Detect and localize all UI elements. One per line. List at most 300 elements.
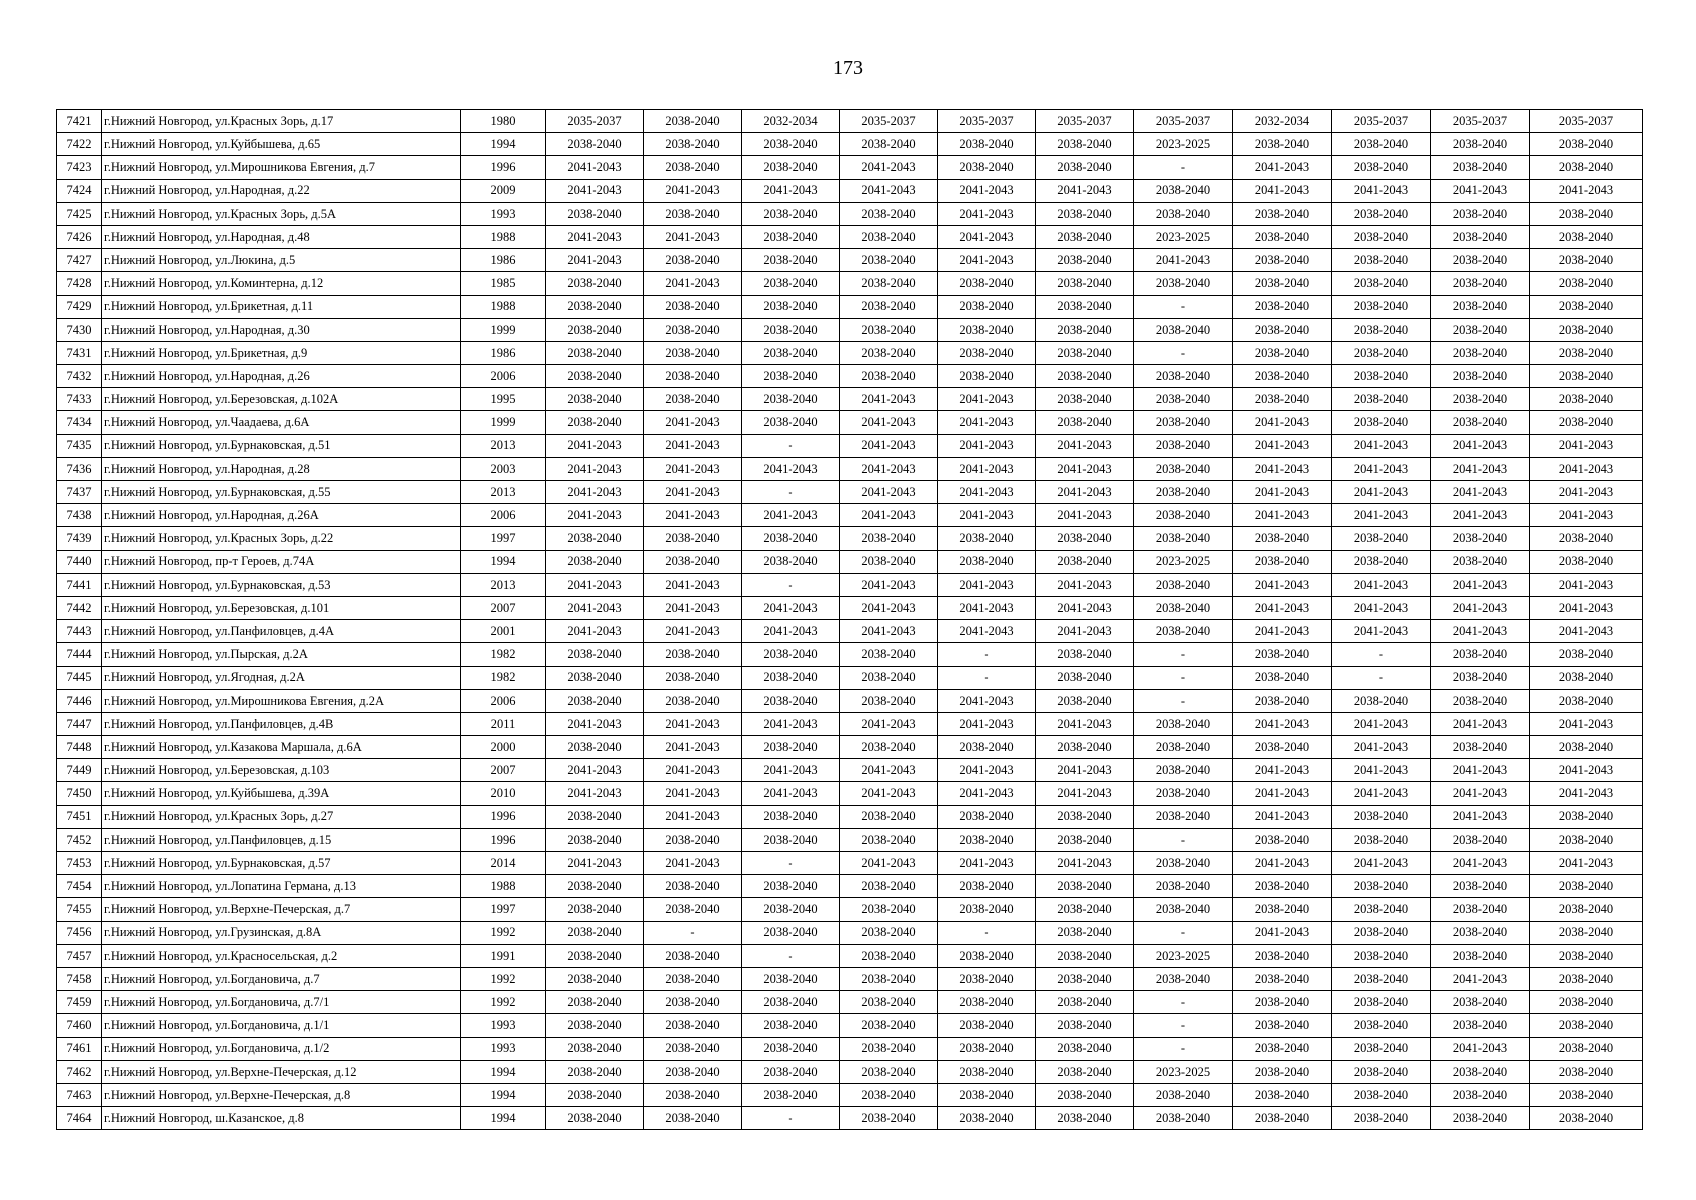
row-number-cell: 7444	[57, 643, 102, 666]
period-cell-8: 2038-2040	[1233, 1107, 1332, 1130]
row-number-cell: 7426	[57, 225, 102, 248]
year-cell: 1997	[461, 898, 546, 921]
period-cell-10: 2038-2040	[1431, 249, 1530, 272]
period-cell-11: 2038-2040	[1530, 318, 1643, 341]
period-cell-8: 2041-2043	[1233, 411, 1332, 434]
year-cell: 1992	[461, 921, 546, 944]
period-cell-5: 2038-2040	[938, 1083, 1036, 1106]
period-cell-9: 2038-2040	[1332, 991, 1431, 1014]
address-cell: г.Нижний Новгород, ул.Верхне-Печерская, д.7	[102, 898, 461, 921]
row-number-cell: 7450	[57, 782, 102, 805]
period-cell-8: 2038-2040	[1233, 388, 1332, 411]
period-cell-6: 2038-2040	[1036, 295, 1134, 318]
period-cell-9: 2038-2040	[1332, 1037, 1431, 1060]
table-row	[57, 875, 1643, 898]
period-cell-5: 2041-2043	[938, 573, 1036, 596]
period-cell-8: 2038-2040	[1233, 202, 1332, 225]
period-cell-7: 2038-2040	[1134, 527, 1233, 550]
period-cell-9: 2041-2043	[1332, 481, 1431, 504]
table-row	[57, 457, 1643, 480]
period-cell-3: 2038-2040	[742, 828, 840, 851]
year-cell: 2014	[461, 852, 546, 875]
period-cell-7: 2038-2040	[1134, 967, 1233, 990]
period-cell-5: 2041-2043	[938, 596, 1036, 619]
period-cell-7: 2038-2040	[1134, 712, 1233, 735]
table-row	[57, 689, 1643, 712]
period-cell-8: 2038-2040	[1233, 991, 1332, 1014]
period-cell-5: 2041-2043	[938, 249, 1036, 272]
row-number-cell: 7439	[57, 527, 102, 550]
year-cell: 1982	[461, 643, 546, 666]
period-cell-6: 2038-2040	[1036, 156, 1134, 179]
period-cell-7: 2038-2040	[1134, 481, 1233, 504]
period-cell-7: 2038-2040	[1134, 504, 1233, 527]
row-number-cell: 7458	[57, 967, 102, 990]
period-cell-1: 2038-2040	[546, 318, 644, 341]
period-cell-11: 2038-2040	[1530, 388, 1643, 411]
table-row	[57, 852, 1643, 875]
row-number-cell: 7457	[57, 944, 102, 967]
period-cell-10: 2038-2040	[1431, 875, 1530, 898]
period-cell-7: 2038-2040	[1134, 411, 1233, 434]
period-cell-9: 2038-2040	[1332, 527, 1431, 550]
period-cell-6: 2041-2043	[1036, 852, 1134, 875]
period-cell-11: 2041-2043	[1530, 620, 1643, 643]
period-cell-7: 2038-2040	[1134, 573, 1233, 596]
address-cell: г.Нижний Новгород, ул.Ягодная, д.2А	[102, 666, 461, 689]
period-cell-1: 2038-2040	[546, 991, 644, 1014]
period-cell-10: 2041-2043	[1431, 782, 1530, 805]
table-row	[57, 504, 1643, 527]
table-body	[57, 110, 1643, 1130]
period-cell-7: -	[1134, 921, 1233, 944]
period-cell-10: 2035-2037	[1431, 110, 1530, 133]
table-row	[57, 388, 1643, 411]
period-cell-11: 2041-2043	[1530, 759, 1643, 782]
period-cell-8: 2038-2040	[1233, 1060, 1332, 1083]
period-cell-4: 2038-2040	[840, 133, 938, 156]
period-cell-2: 2038-2040	[644, 388, 742, 411]
period-cell-4: 2038-2040	[840, 1037, 938, 1060]
period-cell-2: 2038-2040	[644, 967, 742, 990]
table-row	[57, 1037, 1643, 1060]
period-cell-5: 2041-2043	[938, 388, 1036, 411]
period-cell-1: 2041-2043	[546, 179, 644, 202]
table-row	[57, 481, 1643, 504]
year-cell: 1986	[461, 341, 546, 364]
address-cell: г.Нижний Новгород, ул.Красных Зорь, д.22	[102, 527, 461, 550]
period-cell-4: 2041-2043	[840, 179, 938, 202]
period-cell-6: 2038-2040	[1036, 272, 1134, 295]
period-cell-3: 2041-2043	[742, 620, 840, 643]
period-cell-11: 2038-2040	[1530, 365, 1643, 388]
period-cell-4: 2038-2040	[840, 1083, 938, 1106]
period-cell-6: 2038-2040	[1036, 944, 1134, 967]
period-cell-10: 2041-2043	[1431, 712, 1530, 735]
address-cell: г.Нижний Новгород, ул.Березовская, д.101	[102, 596, 461, 619]
period-cell-9: 2041-2043	[1332, 736, 1431, 759]
period-cell-3: 2038-2040	[742, 411, 840, 434]
year-cell: 1996	[461, 156, 546, 179]
period-cell-8: 2038-2040	[1233, 666, 1332, 689]
period-cell-5: 2041-2043	[938, 457, 1036, 480]
period-cell-1: 2041-2043	[546, 457, 644, 480]
period-cell-1: 2038-2040	[546, 133, 644, 156]
period-cell-7: 2035-2037	[1134, 110, 1233, 133]
year-cell: 2009	[461, 179, 546, 202]
period-cell-7: 2038-2040	[1134, 759, 1233, 782]
period-cell-9: -	[1332, 643, 1431, 666]
period-cell-11: 2041-2043	[1530, 457, 1643, 480]
period-cell-6: 2038-2040	[1036, 1060, 1134, 1083]
period-cell-4: 2038-2040	[840, 1107, 938, 1130]
period-cell-2: 2038-2040	[644, 341, 742, 364]
address-cell: г.Нижний Новгород, ул.Брикетная, д.9	[102, 341, 461, 364]
row-number-cell: 7429	[57, 295, 102, 318]
period-cell-2: 2038-2040	[644, 550, 742, 573]
year-cell: 2013	[461, 434, 546, 457]
period-cell-1: 2038-2040	[546, 967, 644, 990]
address-cell: г.Нижний Новгород, ул.Куйбышева, д.39А	[102, 782, 461, 805]
period-cell-1: 2041-2043	[546, 481, 644, 504]
year-cell: 1993	[461, 202, 546, 225]
table-row	[57, 573, 1643, 596]
period-cell-11: 2041-2043	[1530, 481, 1643, 504]
address-cell: г.Нижний Новгород, ул.Бурнаковская, д.57	[102, 852, 461, 875]
period-cell-10: 2038-2040	[1431, 991, 1530, 1014]
row-number-cell: 7446	[57, 689, 102, 712]
address-cell: г.Нижний Новгород, ул.Пырская, д.2А	[102, 643, 461, 666]
period-cell-7: -	[1134, 1014, 1233, 1037]
address-cell: г.Нижний Новгород, ул.Панфиловцев, д.15	[102, 828, 461, 851]
period-cell-11: 2041-2043	[1530, 504, 1643, 527]
period-cell-6: 2038-2040	[1036, 388, 1134, 411]
address-cell: г.Нижний Новгород, ул.Куйбышева, д.65	[102, 133, 461, 156]
address-cell: г.Нижний Новгород, ул.Бурнаковская, д.51	[102, 434, 461, 457]
period-cell-8: 2038-2040	[1233, 828, 1332, 851]
period-cell-7: -	[1134, 156, 1233, 179]
period-cell-11: 2041-2043	[1530, 852, 1643, 875]
period-cell-11: 2038-2040	[1530, 828, 1643, 851]
period-cell-11: 2038-2040	[1530, 1060, 1643, 1083]
year-cell: 1993	[461, 1037, 546, 1060]
period-cell-3: 2038-2040	[742, 805, 840, 828]
year-cell: 1993	[461, 1014, 546, 1037]
period-cell-2: 2038-2040	[644, 875, 742, 898]
period-cell-5: 2041-2043	[938, 481, 1036, 504]
table-row	[57, 249, 1643, 272]
period-cell-2: 2038-2040	[644, 666, 742, 689]
period-cell-10: 2038-2040	[1431, 272, 1530, 295]
row-number-cell: 7448	[57, 736, 102, 759]
year-cell: 1996	[461, 828, 546, 851]
period-cell-2: 2038-2040	[644, 365, 742, 388]
period-cell-5: 2038-2040	[938, 156, 1036, 179]
period-cell-8: 2038-2040	[1233, 1037, 1332, 1060]
period-cell-6: 2038-2040	[1036, 921, 1134, 944]
table-row	[57, 1014, 1643, 1037]
period-cell-3: 2038-2040	[742, 898, 840, 921]
period-cell-4: 2038-2040	[840, 550, 938, 573]
year-cell: 2013	[461, 573, 546, 596]
period-cell-3: 2041-2043	[742, 596, 840, 619]
period-cell-8: 2041-2043	[1233, 782, 1332, 805]
period-cell-3: 2038-2040	[742, 365, 840, 388]
period-cell-10: 2038-2040	[1431, 411, 1530, 434]
address-cell: г.Нижний Новгород, ул.Бурнаковская, д.55	[102, 481, 461, 504]
period-cell-4: 2038-2040	[840, 202, 938, 225]
period-cell-11: 2038-2040	[1530, 341, 1643, 364]
period-cell-1: 2041-2043	[546, 249, 644, 272]
period-cell-6: 2038-2040	[1036, 341, 1134, 364]
table-row	[57, 596, 1643, 619]
period-cell-10: 2038-2040	[1431, 341, 1530, 364]
period-cell-10: 2038-2040	[1431, 133, 1530, 156]
period-cell-1: 2038-2040	[546, 643, 644, 666]
period-cell-5: 2041-2043	[938, 225, 1036, 248]
period-cell-2: 2038-2040	[644, 1014, 742, 1037]
period-cell-5: 2038-2040	[938, 828, 1036, 851]
period-cell-6: 2041-2043	[1036, 620, 1134, 643]
table-row	[57, 411, 1643, 434]
period-cell-4: 2038-2040	[840, 1060, 938, 1083]
period-cell-4: 2041-2043	[840, 596, 938, 619]
period-cell-3: 2038-2040	[742, 527, 840, 550]
table-row	[57, 295, 1643, 318]
period-cell-3: -	[742, 481, 840, 504]
period-cell-4: 2041-2043	[840, 759, 938, 782]
period-cell-8: 2041-2043	[1233, 759, 1332, 782]
row-number-cell: 7428	[57, 272, 102, 295]
period-cell-7: -	[1134, 689, 1233, 712]
period-cell-2: 2041-2043	[644, 852, 742, 875]
row-number-cell: 7438	[57, 504, 102, 527]
period-cell-2: 2038-2040	[644, 1037, 742, 1060]
period-cell-3: 2041-2043	[742, 759, 840, 782]
period-cell-9: 2038-2040	[1332, 365, 1431, 388]
period-cell-6: 2038-2040	[1036, 898, 1134, 921]
period-cell-7: 2038-2040	[1134, 457, 1233, 480]
period-cell-4: 2038-2040	[840, 272, 938, 295]
period-cell-8: 2038-2040	[1233, 898, 1332, 921]
period-cell-5: 2041-2043	[938, 759, 1036, 782]
table-row	[57, 666, 1643, 689]
period-cell-5: 2038-2040	[938, 898, 1036, 921]
period-cell-5: -	[938, 921, 1036, 944]
period-cell-5: 2038-2040	[938, 1014, 1036, 1037]
period-cell-8: 2041-2043	[1233, 805, 1332, 828]
period-cell-1: 2041-2043	[546, 225, 644, 248]
table-row	[57, 967, 1643, 990]
table-row	[57, 620, 1643, 643]
period-cell-9: 2041-2043	[1332, 504, 1431, 527]
period-cell-1: 2038-2040	[546, 411, 644, 434]
period-cell-1: 2038-2040	[546, 1107, 644, 1130]
address-cell: г.Нижний Новгород, ул.Красных Зорь, д.17	[102, 110, 461, 133]
period-cell-9: 2038-2040	[1332, 318, 1431, 341]
period-cell-7: -	[1134, 666, 1233, 689]
address-cell: г.Нижний Новгород, ул.Верхне-Печерская, д.8	[102, 1083, 461, 1106]
row-number-cell: 7449	[57, 759, 102, 782]
period-cell-10: 2038-2040	[1431, 1014, 1530, 1037]
address-cell: г.Нижний Новгород, ул.Народная, д.30	[102, 318, 461, 341]
period-cell-3: 2038-2040	[742, 388, 840, 411]
table-row	[57, 318, 1643, 341]
period-cell-9: 2035-2037	[1332, 110, 1431, 133]
period-cell-4: 2038-2040	[840, 944, 938, 967]
period-cell-9: 2038-2040	[1332, 875, 1431, 898]
row-number-cell: 7421	[57, 110, 102, 133]
period-cell-8: 2041-2043	[1233, 434, 1332, 457]
period-cell-1: 2038-2040	[546, 388, 644, 411]
period-cell-4: 2041-2043	[840, 481, 938, 504]
period-cell-1: 2041-2043	[546, 596, 644, 619]
period-cell-5: 2038-2040	[938, 875, 1036, 898]
period-cell-1: 2035-2037	[546, 110, 644, 133]
table-row	[57, 179, 1643, 202]
period-cell-11: 2038-2040	[1530, 1083, 1643, 1106]
period-cell-9: 2038-2040	[1332, 898, 1431, 921]
period-cell-10: 2041-2043	[1431, 179, 1530, 202]
row-number-cell: 7440	[57, 550, 102, 573]
period-cell-11: 2038-2040	[1530, 1014, 1643, 1037]
period-cell-4: 2041-2043	[840, 156, 938, 179]
row-number-cell: 7443	[57, 620, 102, 643]
period-cell-11: 2038-2040	[1530, 921, 1643, 944]
period-cell-9: 2041-2043	[1332, 852, 1431, 875]
period-cell-3: 2038-2040	[742, 1083, 840, 1106]
period-cell-10: 2041-2043	[1431, 759, 1530, 782]
year-cell: 1986	[461, 249, 546, 272]
period-cell-3: 2041-2043	[742, 782, 840, 805]
table-row	[57, 1107, 1643, 1130]
period-cell-5: 2038-2040	[938, 295, 1036, 318]
row-number-cell: 7437	[57, 481, 102, 504]
period-cell-5: 2038-2040	[938, 1107, 1036, 1130]
address-cell: г.Нижний Новгород, ул.Народная, д.22	[102, 179, 461, 202]
period-cell-6: 2038-2040	[1036, 805, 1134, 828]
period-cell-11: 2038-2040	[1530, 550, 1643, 573]
period-cell-9: -	[1332, 666, 1431, 689]
address-cell: г.Нижний Новгород, ул.Панфиловцев, д.4В	[102, 712, 461, 735]
row-number-cell: 7451	[57, 805, 102, 828]
period-cell-9: 2041-2043	[1332, 620, 1431, 643]
period-cell-9: 2038-2040	[1332, 411, 1431, 434]
table-row	[57, 365, 1643, 388]
period-cell-6: 2041-2043	[1036, 573, 1134, 596]
period-cell-5: -	[938, 643, 1036, 666]
period-cell-7: 2038-2040	[1134, 318, 1233, 341]
period-cell-8: 2041-2043	[1233, 481, 1332, 504]
period-cell-8: 2038-2040	[1233, 643, 1332, 666]
period-cell-1: 2038-2040	[546, 944, 644, 967]
period-cell-7: 2023-2025	[1134, 1060, 1233, 1083]
period-cell-8: 2041-2043	[1233, 457, 1332, 480]
period-cell-7: -	[1134, 643, 1233, 666]
period-cell-4: 2041-2043	[840, 388, 938, 411]
period-cell-10: 2041-2043	[1431, 504, 1530, 527]
period-cell-6: 2038-2040	[1036, 202, 1134, 225]
period-cell-1: 2041-2043	[546, 712, 644, 735]
table-row	[57, 736, 1643, 759]
period-cell-5: -	[938, 666, 1036, 689]
period-cell-11: 2038-2040	[1530, 875, 1643, 898]
table-row	[57, 341, 1643, 364]
period-cell-5: 2041-2043	[938, 411, 1036, 434]
row-number-cell: 7431	[57, 341, 102, 364]
period-cell-8: 2041-2043	[1233, 179, 1332, 202]
period-cell-1: 2041-2043	[546, 573, 644, 596]
period-cell-7: 2038-2040	[1134, 805, 1233, 828]
period-cell-11: 2038-2040	[1530, 643, 1643, 666]
year-cell: 1980	[461, 110, 546, 133]
period-cell-8: 2041-2043	[1233, 596, 1332, 619]
year-cell: 1991	[461, 944, 546, 967]
period-cell-1: 2041-2043	[546, 782, 644, 805]
period-cell-7: 2023-2025	[1134, 225, 1233, 248]
period-cell-1: 2041-2043	[546, 759, 644, 782]
period-cell-1: 2038-2040	[546, 921, 644, 944]
address-cell: г.Нижний Новгород, ул.Лопатина Германа, д.13	[102, 875, 461, 898]
address-cell: г.Нижний Новгород, ул.Люкина, д.5	[102, 249, 461, 272]
period-cell-4: 2038-2040	[840, 295, 938, 318]
period-cell-5: 2041-2043	[938, 712, 1036, 735]
period-cell-10: 2041-2043	[1431, 481, 1530, 504]
period-cell-5: 2041-2043	[938, 202, 1036, 225]
period-cell-3: 2038-2040	[742, 1014, 840, 1037]
period-cell-9: 2038-2040	[1332, 1060, 1431, 1083]
period-cell-1: 2038-2040	[546, 550, 644, 573]
row-number-cell: 7422	[57, 133, 102, 156]
period-cell-4: 2038-2040	[840, 921, 938, 944]
period-cell-9: 2038-2040	[1332, 295, 1431, 318]
period-cell-5: 2038-2040	[938, 1037, 1036, 1060]
period-cell-2: 2038-2040	[644, 249, 742, 272]
row-number-cell: 7425	[57, 202, 102, 225]
period-cell-1: 2038-2040	[546, 805, 644, 828]
row-number-cell: 7424	[57, 179, 102, 202]
registry-table	[56, 109, 1643, 1130]
period-cell-9: 2041-2043	[1332, 596, 1431, 619]
period-cell-2: 2041-2043	[644, 573, 742, 596]
table-row	[57, 110, 1643, 133]
year-cell: 1988	[461, 875, 546, 898]
period-cell-1: 2038-2040	[546, 527, 644, 550]
period-cell-6: 2041-2043	[1036, 782, 1134, 805]
period-cell-7: 2023-2025	[1134, 944, 1233, 967]
period-cell-4: 2035-2037	[840, 110, 938, 133]
address-cell: г.Нижний Новгород, ул.Бурнаковская, д.53	[102, 573, 461, 596]
period-cell-5: 2038-2040	[938, 527, 1036, 550]
period-cell-7: 2038-2040	[1134, 782, 1233, 805]
period-cell-9: 2041-2043	[1332, 573, 1431, 596]
year-cell: 2003	[461, 457, 546, 480]
period-cell-11: 2041-2043	[1530, 179, 1643, 202]
period-cell-10: 2038-2040	[1431, 550, 1530, 573]
period-cell-3: -	[742, 1107, 840, 1130]
period-cell-1: 2038-2040	[546, 295, 644, 318]
period-cell-10: 2038-2040	[1431, 225, 1530, 248]
period-cell-9: 2038-2040	[1332, 272, 1431, 295]
period-cell-9: 2038-2040	[1332, 388, 1431, 411]
period-cell-3: 2038-2040	[742, 736, 840, 759]
period-cell-5: 2038-2040	[938, 1060, 1036, 1083]
table-row	[57, 921, 1643, 944]
period-cell-4: 2041-2043	[840, 411, 938, 434]
period-cell-5: 2038-2040	[938, 341, 1036, 364]
address-cell: г.Нижний Новгород, ул.Богдановича, д.1/1	[102, 1014, 461, 1037]
period-cell-11: 2038-2040	[1530, 225, 1643, 248]
